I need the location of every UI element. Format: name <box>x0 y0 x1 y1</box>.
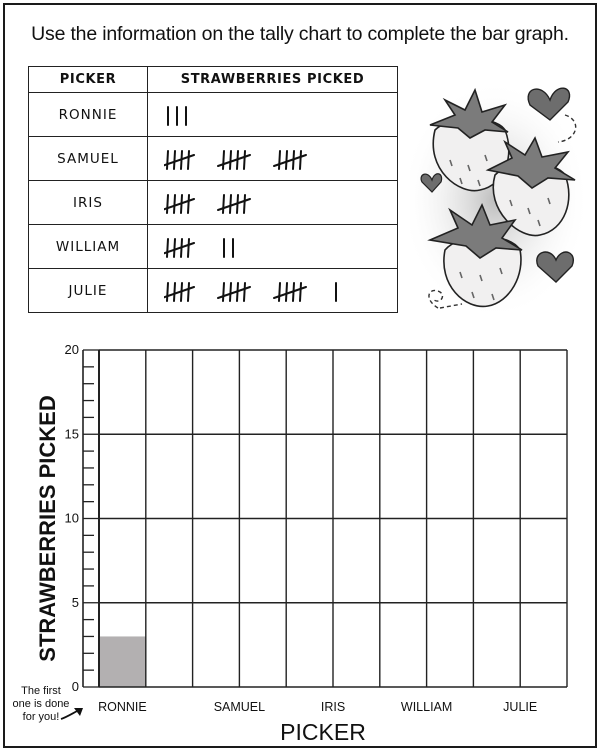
note-text: The first one is done for you! <box>12 685 70 723</box>
tally-mark <box>174 239 175 257</box>
tally-group-of-five <box>218 151 250 169</box>
tally-row <box>29 93 398 137</box>
tally-mark <box>230 283 231 301</box>
tally-row <box>29 225 398 269</box>
tally-group-of-five <box>164 195 194 213</box>
tally-mark <box>279 151 280 169</box>
x-tick-label: RONNIE <box>98 700 147 714</box>
tally-mark <box>167 283 168 301</box>
tally-mark <box>244 195 245 213</box>
tally-marks <box>164 144 394 174</box>
y-tick-label: 5 <box>71 594 79 610</box>
tally-group-of-five <box>218 283 250 301</box>
tally-marks-cell <box>148 137 398 181</box>
tally-mark <box>188 151 189 169</box>
x-axis-title: PICKER <box>280 719 366 745</box>
strawberries-and-hearts-illustration <box>410 60 590 320</box>
tally-mark <box>223 151 224 169</box>
tally-mark <box>174 195 175 213</box>
tally-chart-table <box>28 66 398 313</box>
bar-chart <box>5 335 599 750</box>
tally-group-of-five <box>164 283 194 301</box>
tally-mark <box>223 195 224 213</box>
tally-mark <box>230 151 231 169</box>
tally-row <box>29 269 398 313</box>
tally-mark <box>188 239 189 257</box>
tally-mark <box>300 283 301 301</box>
tally-group-of-five <box>274 283 306 301</box>
picker-name: IRIS <box>29 181 148 225</box>
tally-mark <box>167 239 168 257</box>
tally-group-of-five <box>274 151 306 169</box>
tally-mark <box>174 151 175 169</box>
tally-mark <box>244 283 245 301</box>
tally-marks <box>164 276 394 306</box>
arrow-icon <box>59 705 87 723</box>
bar <box>99 636 146 687</box>
x-tick-label: WILLIAM <box>400 700 453 714</box>
tally-marks-cell <box>148 93 398 137</box>
picker-name: SAMUEL <box>29 137 148 181</box>
picker-name: WILLIAM <box>29 225 148 269</box>
tally-mark <box>174 283 175 301</box>
y-tick-label: 10 <box>64 510 79 526</box>
tally-group-of-five <box>164 151 194 169</box>
y-tick-label: 15 <box>64 426 79 442</box>
tally-mark <box>286 151 287 169</box>
tally-row <box>29 181 398 225</box>
tally-marks-cell <box>148 225 398 269</box>
tally-group-of-five <box>164 239 194 257</box>
tally-mark <box>244 151 245 169</box>
x-tick-label: SAMUEL <box>213 700 266 714</box>
y-tick-label: 0 <box>71 679 79 694</box>
tally-mark <box>300 151 301 169</box>
picker-name: RONNIE <box>29 93 148 137</box>
tally-mark <box>188 283 189 301</box>
worksheet-page <box>3 3 597 748</box>
tally-row <box>29 137 398 181</box>
tally-group-of-five <box>218 195 250 213</box>
tally-mark <box>230 195 231 213</box>
tally-mark <box>279 283 280 301</box>
tally-mark <box>286 283 287 301</box>
tally-mark <box>167 195 168 213</box>
tally-marks <box>164 100 394 130</box>
tally-mark <box>223 283 224 301</box>
tally-mark <box>167 151 168 169</box>
tally-marks <box>164 232 394 262</box>
tally-header-row <box>29 67 398 93</box>
tally-marks <box>164 188 394 218</box>
strawberries-column-header: STRAWBERRIES PICKED <box>148 67 398 93</box>
tally-mark <box>188 195 189 213</box>
picker-name: JULIE <box>29 269 148 313</box>
picker-column-header: PICKER <box>29 67 148 93</box>
x-tick-label: IRIS <box>320 700 346 714</box>
y-tick-label: 20 <box>64 342 79 357</box>
y-axis-title: STRAWBERRIES PICKED <box>35 395 60 662</box>
tally-marks-cell <box>148 181 398 225</box>
x-tick-label: JULIE <box>503 700 538 714</box>
instructions-text: Use the information on the tally chart to complete the bar graph. <box>31 23 569 45</box>
tally-marks-cell <box>148 269 398 313</box>
